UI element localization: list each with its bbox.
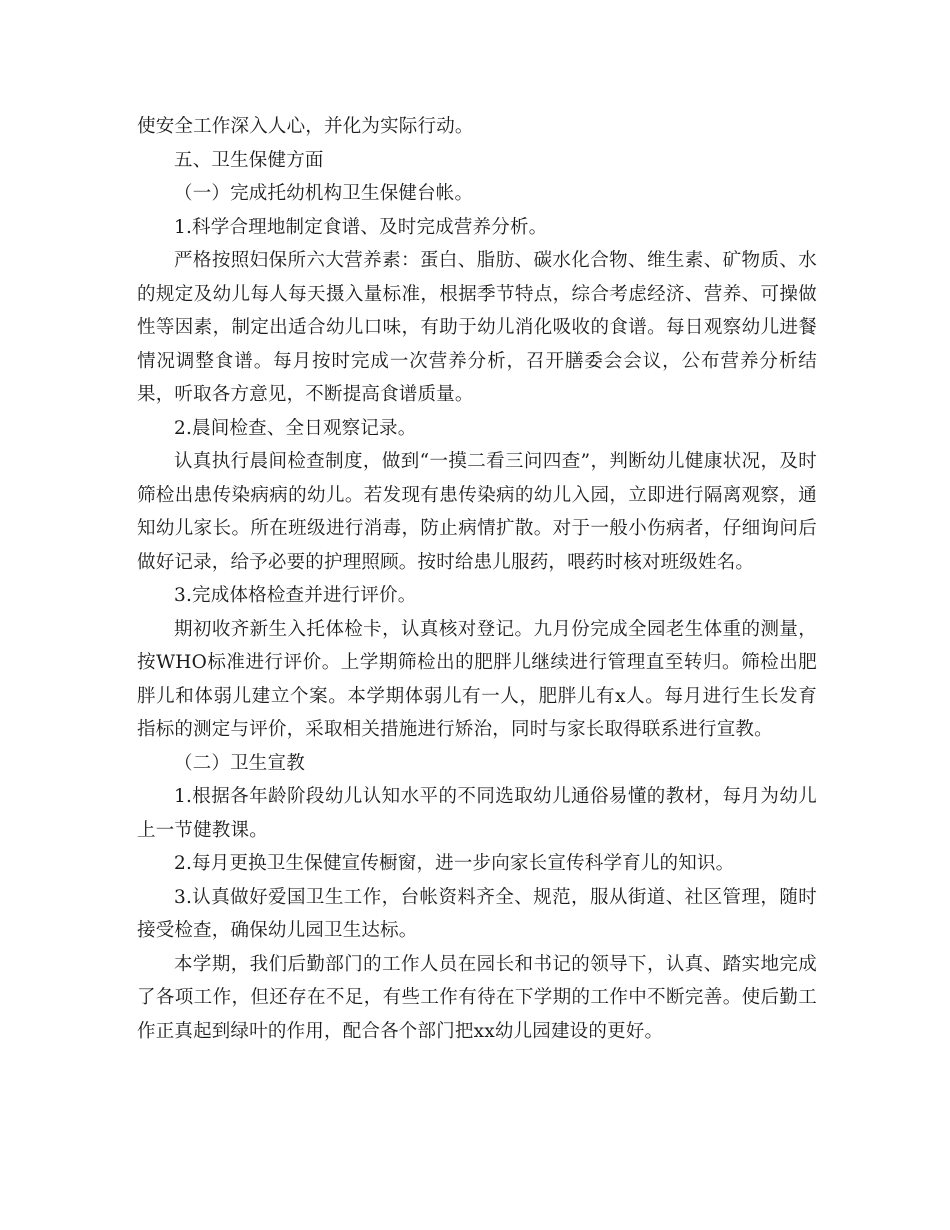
paragraph-education-1: 1.根据各年龄阶段幼儿认知水平的不同选取幼儿通俗易懂的教材，每月为幼儿上一节健教课。 (137, 786, 817, 841)
paragraph-morning-check: 认真执行晨间检查制度，做到“一摸二看三问四查”，判断幼儿健康状况，及时筛检出患传染病病的幼儿。若发现有患传染病的幼儿入园，立即进行隔离观察，通知幼儿家长。所在班级进行消毒，防止病情扩散。对于一般小伤病者，仔细询问后做好记录，给予必要的护理照顾。按时给患儿服药，喂药时核对班级姓名。 (137, 451, 817, 573)
section-heading-health-care: 五、卫生保健方面 (174, 149, 324, 171)
paragraph-continuation: 使安全工作深入人心，并化为实际行动。 (137, 116, 474, 137)
subsection-heading-health-education: （二）卫生宣教 (174, 752, 305, 774)
subsection-heading-ledger: （一）完成托幼机构卫生保健台帐。 (174, 183, 474, 204)
paragraph-conclusion: 本学期，我们后勤部门的工作人员在园长和书记的领导下，认真、踏实地完成了各项工作，但还存在不足，有些工作有待在下学期的工作中不断完善。使后勤工作正真起到绿叶的作用，配合各个部门把xx幼儿园建设的更好。 (137, 953, 817, 1042)
paragraph-education-3: 3.认真做好爱国卫生工作，台帐资料齐全、规范，服从街道、社区管理，随时接受检查，确保幼儿园卫生达标。 (137, 886, 817, 941)
item-heading-morning-check: 2.晨间检查、全日观察记录。 (174, 417, 417, 439)
document-body (137, 110, 817, 1048)
paragraph-menu: 严格按照妇保所六大营养素：蛋白、脂肪、碳水化合物、维生素、矿物质、水的规定及幼儿每人每天摄入量标准，根据季节特点，综合考虑经济、营养、可操做性等因素，制定出适合幼儿口味，有助于幼儿消化吸收的食谱。每日观察幼儿进餐情况调整食谱。每月按时完成一次营养分析，召开膳委会会议，公布营养分析结果，听取各方意见，不断提高食谱质量。 (137, 250, 817, 405)
item-heading-physical-exam: 3.完成体格检查并进行评价。 (174, 585, 417, 606)
item-heading-menu: 1.科学合理地制定食谱、及时完成营养分析。 (174, 216, 548, 238)
paragraph-education-2: 2.每月更换卫生保健宣传橱窗，进一步向家长宣传科学育儿的知识。 (174, 853, 735, 874)
paragraph-physical-exam: 期初收齐新生入托体检卡，认真核对登记。九月份完成全园老生体重的测量，按WHO标准进行评价。上学期筛检出的肥胖儿继续进行管理直至转归。筛检出肥胖儿和体弱儿建立个案。本学期体弱儿有一人，肥胖儿有x人。每月进行生长发育指标的测定与评价，采取相关措施进行矫治，同时与家长取得联系进行宣教。 (137, 618, 817, 740)
